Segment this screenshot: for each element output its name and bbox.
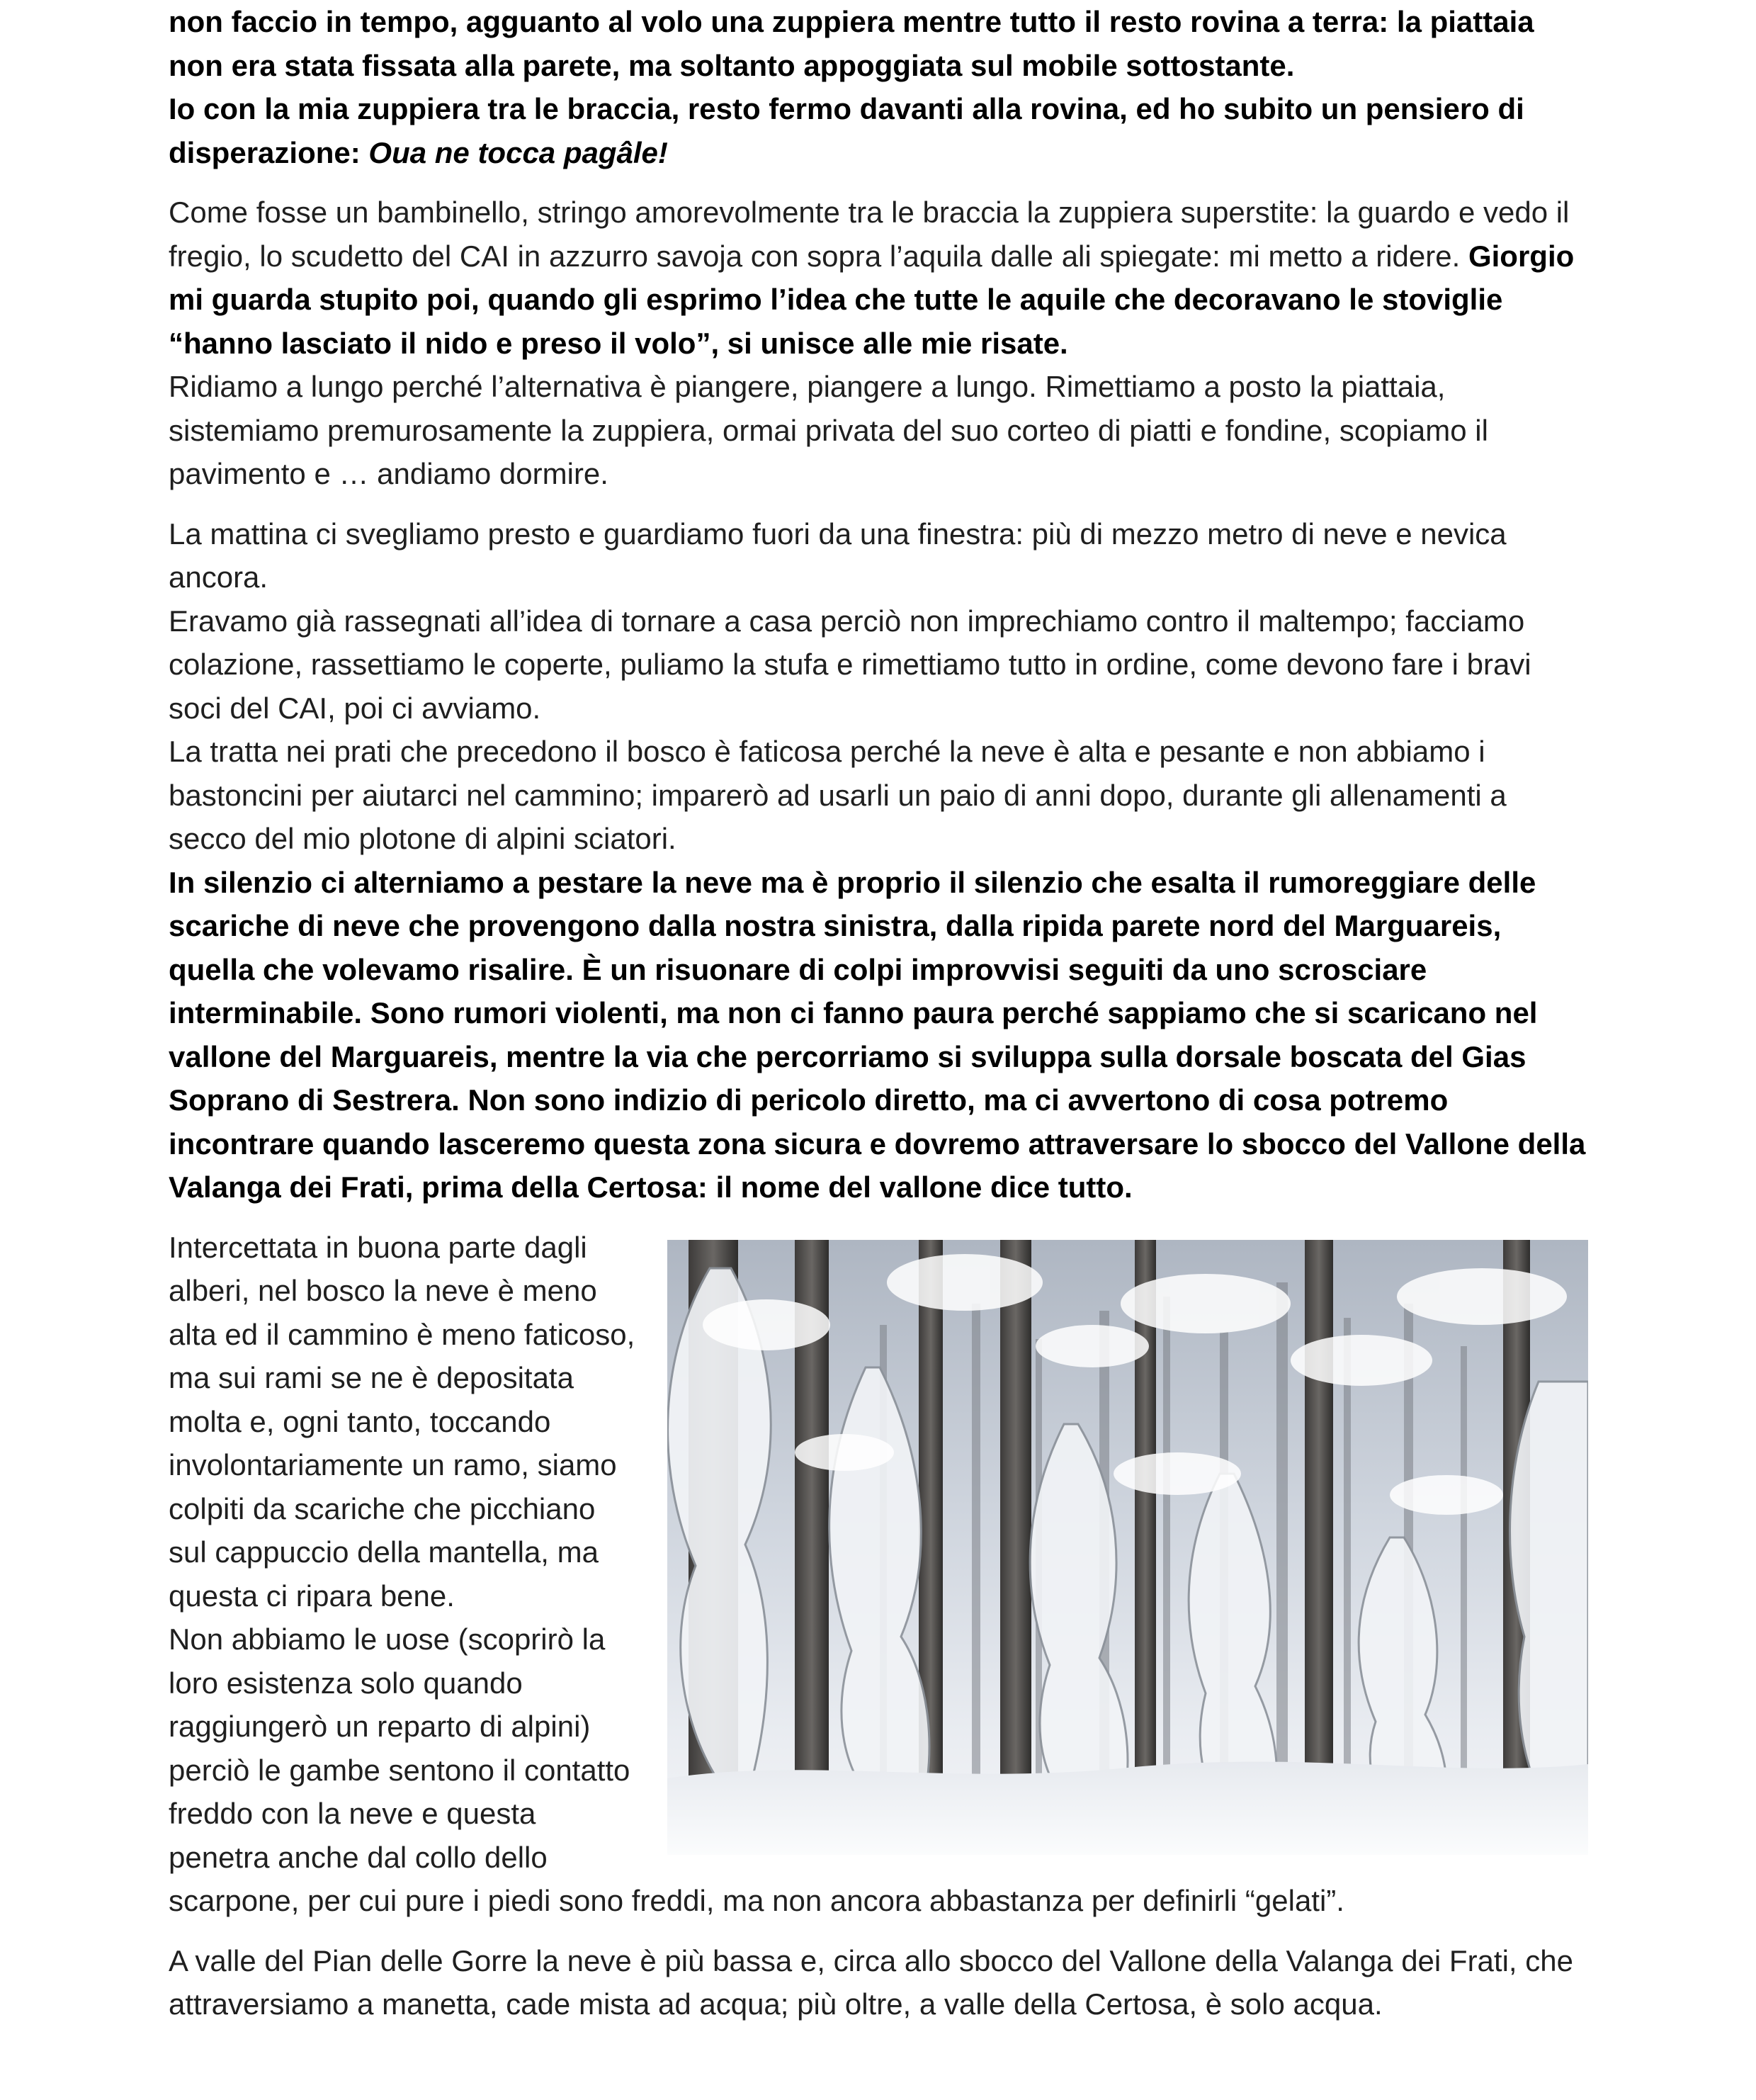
text-uose: Non abbiamo le uose (scoprirò la loro esistenza solo quando raggiungerò un reparto di alpini) perciò le gambe sentono il contatto freddo con la neve e questa penetra anche dal collo dello scarpone, per cui pure i piedi sono freddi, ma non ancora abbastanza per definirli “gelati”.	[169, 1622, 1344, 1917]
paragraph-tratta	[169, 730, 1588, 861]
paragraph-piattaia	[169, 0, 1588, 87]
text-intercettata: Intercettata in buona parte dagli alberi, nel bosco la neve è meno alta ed il cammino è meno faticoso, ma sui rami se ne è depositata molta e, ogni tanto, toccando involontariamente un ramo, siamo colpiti da scariche che picchiano sul cappuccio della mantella, ma questa ci ripara bene.	[169, 1230, 635, 1613]
text-zuppiera: non faccio in tempo, agguanto al volo una zuppiera mentre tutto il resto rovina a terra: la piattaia non era stata fissata alla parete, ma soltanto appoggiata sul mobile sottostante.	[169, 5, 1534, 82]
text-bambinello: Come fosse un bambinello, stringo amorevolmente tra le braccia la zuppiera superstite: la guardo e vedo il fregio, lo scudetto del CAI in azzurro savoja con sopra l’aquila dalle ali spiegate: mi metto a ridere.	[169, 196, 1570, 273]
bosco-section	[169, 1226, 1588, 1923]
text-exclamation: Oua ne tocca pagâle!	[368, 135, 668, 169]
text-rassegnati: Eravamo già rassegnati all’idea di tornare a casa perciò non imprechiamo contro il maltempo; facciamo colazione, rassettiamo le coperte, puliamo la stufa e rimettiamo tutto in ordine, come devono fare i bravi soci del CAI, poi ci avviamo.	[169, 604, 1531, 725]
text-disperazione: Io con la mia zuppiera tra le braccia, resto fermo davanti alla rovina, ed ho subito un pensiero di disperazione:	[169, 92, 1524, 169]
paragraph-disperazione	[169, 87, 1588, 174]
text-ridiamo: Ridiamo a lungo perché l’alternativa è piangere, piangere a lungo. Rimettiamo a posto la piattaia, sistemiamo premurosamente la zuppiera, ormai privata del suo corteo di piatti e fondine, scopiamo il pavimento e … andiamo dormire.	[169, 370, 1488, 490]
text-pian-delle-gorre: A valle del Pian delle Gorre la neve è più bassa e, circa allo sbocco del Vallone della Valanga dei Frati, che attraversiamo a manetta, cade mista ad acqua; più oltre, a valle della Certosa, è solo acqua.	[169, 1943, 1573, 2021]
text-silenzio: In silenzio ci alterniamo a pestare la neve ma è proprio il silenzio che esalta il rumoreggiare delle scariche di neve che provengono dalla nostra sinistra, dalla ripida parete nord del Marguareis, quella che volevamo risalire. È un risuonare di colpi improvvisi seguiti da uno scrosciare interminabile. Sono rumori violenti, ma non ci fanno paura perché sappiamo che si scaricano nel vallone del Marguareis, mentre la via che percorriamo si sviluppa sulla dorsale boscata del Gias Soprano di Sestrera. Non sono indizio di pericolo diretto, ma ci avvertono di cosa potremo incontrare quando lasceremo questa zona sicura e dovremo attraversare lo sbocco del Vallone della Valanga dei Frati, prima della Certosa: il nome del vallone dice tutto.	[169, 865, 1586, 1204]
paragraph-silenzio	[169, 861, 1588, 1209]
text-mattina: La mattina ci svegliamo presto e guardiamo fuori da una finestra: più di mezzo metro di neve e nevica ancora.	[169, 516, 1507, 594]
paragraph-ridiamo	[169, 365, 1588, 496]
paragraph-rassegnati	[169, 599, 1588, 730]
paragraph-pian-delle-gorre	[169, 1939, 1588, 2026]
document-page	[169, 0, 1588, 2026]
paragraph-mattina	[169, 512, 1588, 599]
snowy-forest-image	[667, 1240, 1588, 1855]
snowy-forest-photo	[667, 1240, 1588, 1855]
paragraph-bambinello	[169, 191, 1588, 365]
text-tratta: La tratta nei prati che precedono il bosco è faticosa perché la neve è alta e pesante e non abbiamo i bastoncini per aiutarci nel cammino; imparerò ad usarli un paio di anni dopo, durante gli allenamenti a secco del mio plotone di alpini sciatori.	[169, 735, 1507, 855]
text-giorgio: Giorgio mi guarda stupito poi, quando gli esprimo l’idea che tutte le aquile che decoravano le stoviglie “hanno lasciato il nido e preso il volo”, si unisce alle mie risate.	[169, 239, 1575, 360]
